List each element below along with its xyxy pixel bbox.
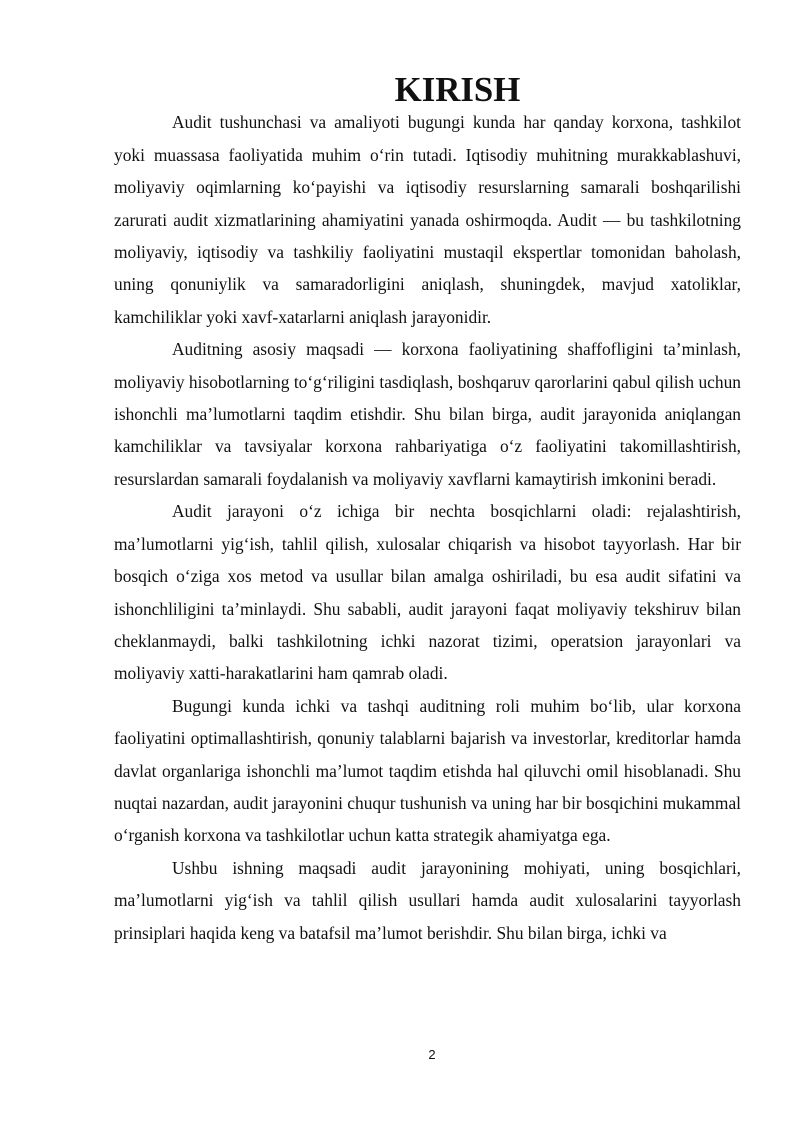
- page-number: 2: [428, 1047, 436, 1062]
- paragraph-5: Ushbu ishning maqsadi audit jarayonining mohiyati, uning bosqichlari, ma’lumotlarni yig‘ish va tahlil qilish usullari hamda audit xulosalarini tayyorlash prinsiplari haqida keng va batafsil ma’lumot berishdir. Shu bilan birga, ichki va: [114, 857, 741, 943]
- document-page: [114, 70, 741, 949]
- paragraph-2: Auditning asosiy maqsadi — korxona faoliyatining shaffofligini ta’minlash, moliyaviy hisobotlarning to‘g‘riligini tasdiqlash, boshqaruv qarorlarini qabul qilish uchun ishonchli ma’lumotlarni taqdim etishdir. Shu bilan birga, audit jarayonida aniqlangan kamchiliklar va tavsiyalar korxona rahbariyatiga o‘z faoliyatini takomillashtirish, resurslardan samarali foydalanish va moliyaviy xavflarni kamaytirish imkonini beradi.: [114, 339, 741, 489]
- page-title: KIRISH: [394, 70, 521, 109]
- paragraph-1: Audit tushunchasi va amaliyoti bugungi kunda har qanday korxona, tashkilot yoki muassasa faoliyatida muhim o‘rin tutadi. Iqtisodiy muhitning murakkablashuvi, moliyaviy oqimlarning ko‘payishi va iqtisodiy resurslarning samarali boshqarilishi zarurati audit xizmatlarining ahamiyatini yanada oshirmoqda. Audit — bu tashkilotning moliyaviy, iqtisodiy va tashkiliy faoliyatini mustaqil ekspertlar tomonidan baholash, uning qonuniylik va samaradorligini aniqlash, shuningdek, mavjud xatoliklar, kamchiliklar yoki xavf-xatarlarni aniqlash jarayonidir.: [114, 112, 741, 327]
- paragraph-3: Audit jarayoni o‘z ichiga bir nechta bosqichlarni oladi: rejalashtirish, ma’lumotlarni yig‘ish, tahlil qilish, xulosalar chiqarish va hisobot tayyorlash. Har bir bosqich o‘ziga xos metod va usullar bilan amalga oshiriladi, bu esa audit sifatini va ishonchliligini ta’minlaydi. Shu sababli, audit jarayoni faqat moliyaviy tekshiruv bilan cheklanmaydi, balki tashkilotning ichki nazorat tizimi, operatsion jarayonlari va moliyaviy xatti-harakatlarini ham qamrab oladi.: [114, 501, 741, 684]
- paragraph-4: Bugungi kunda ichki va tashqi auditning roli muhim bo‘lib, ular korxona faoliyatini optimallashtirish, qonuniy talablarni bajarish va investorlar, kreditorlar hamda davlat organlariga ishonchli ma’lumot taqdim etishda hal qiluvchi omil hisoblanadi. Shu nuqtai nazardan, audit jarayonini chuqur tushunish va uning har bir bosqichini mukammal o‘rganish korxona va tashkilotlar uchun katta strategik ahamiyatga ega.: [114, 695, 741, 846]
